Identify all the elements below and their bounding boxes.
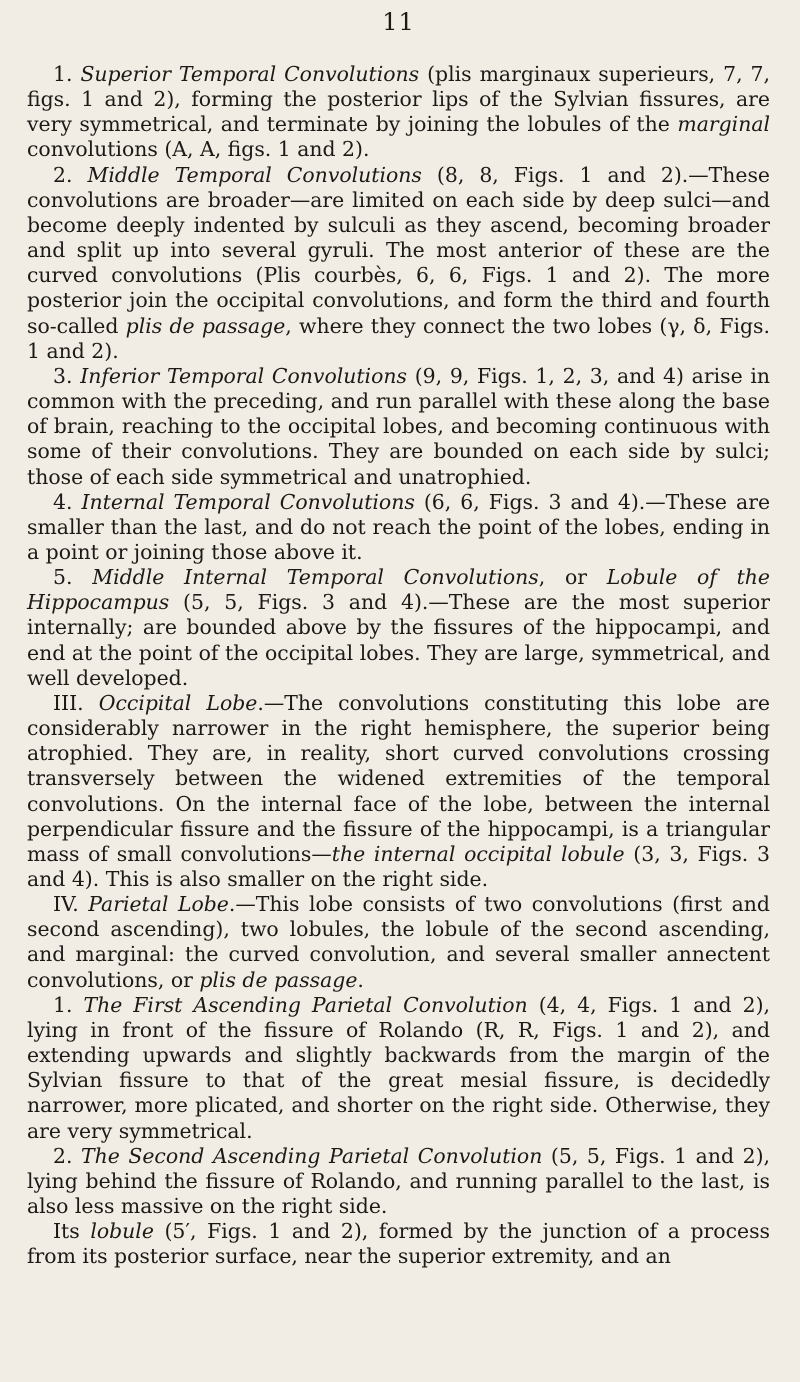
body-text	[27, 62, 770, 1270]
text-run: 2.	[53, 1143, 82, 1168]
text-run: (6, 6, Figs. 3 and 4).—These are smaller than the last, and do not reach the point of the lobes, ending in a point or joining those above it.	[27, 489, 771, 564]
italic-text: the internal occipital lobule	[331, 841, 625, 866]
text-run: 3.	[53, 363, 81, 388]
paragraph	[27, 1144, 770, 1219]
text-run: (3, 3, Figs. 3 and 4). This is also smaller on the right side.	[27, 841, 771, 891]
italic-text: plis de passage	[125, 313, 286, 338]
italic-text: Parietal Lobe	[88, 892, 229, 917]
paragraph	[27, 62, 770, 163]
paragraph	[27, 1219, 770, 1269]
italic-text: Inferior Temporal Convolutions	[80, 363, 407, 388]
paragraph	[27, 993, 770, 1144]
paragraph	[27, 691, 770, 892]
text-run: 1.	[53, 62, 81, 86]
text-run: , or	[538, 565, 607, 590]
italic-text: The First Ascending Parietal Convolution	[83, 992, 528, 1017]
italic-text: Middle Internal Temporal Convolutions	[92, 565, 539, 590]
italic-text: Middle Temporal Convolutions	[87, 162, 422, 187]
text-run: , where they connect the two lobes (γ, δ, Figs. 1 and 2).	[27, 313, 770, 363]
text-run: (8, 8, Figs. 1 and 2).—These convolutions are broader—are limited on each side by deep sulci—and become deeply indented by sulculi as they ascend, becoming broader and split up into several gyruli. The most anterior of these are the curved convolutions (Plis courbès, 6, 6, Figs. 1 and 2). The more posterior join the occipital convolutions, and form the third and fourth so-called	[27, 162, 770, 338]
text-run: III.	[53, 690, 99, 715]
text-run: convolutions (A, A, figs. 1 and 2).	[27, 137, 370, 162]
text-run: (plis marginaux superieurs, 7, 7, figs. 1 and 2), forming the posterior lips of the Sylvian fissures, are very symmetrical, and terminate by joining the lobules of the	[27, 62, 771, 137]
text-run: 2.	[53, 162, 88, 187]
text-run: (5′, Figs. 1 and 2), formed by the junction of a process from its posterior surface, near the superior extremity, and an	[27, 1219, 770, 1269]
text-run: (5, 5, Figs. 3 and 4).—These are the most superior internally; are bounded above by the fissures of the hippocampi, and end at the point of the occipital lobes. They are large, symmetrical, and well developed.	[27, 590, 770, 690]
text-run: IV.	[53, 892, 89, 917]
paragraph	[27, 565, 770, 691]
text-run: 4.	[53, 489, 82, 514]
text-run: .—This lobe consists of two convolutions (first and second ascending), two lobules, the lobule of the second ascending, and marginal: the curved convolution, and several smaller annectent convolutions, or	[27, 892, 770, 992]
italic-text: plis de passage	[199, 967, 358, 992]
paragraph	[27, 364, 770, 490]
italic-text: Superior Temporal Convolutions	[80, 62, 420, 86]
text-run: 5.	[53, 565, 93, 590]
text-run: .	[357, 967, 364, 992]
text-run: 1.	[53, 992, 84, 1017]
italic-text: Lobule of the Hippocampus	[27, 565, 770, 615]
text-run: (4, 4, Figs. 1 and 2), lying in front of the fissure of Rolando (R, R, Figs. 1 and 2), and extending upwards and slightly backwards from the margin of the Sylvian fissure to that of the great mesial fissure, is decidedly narrower, more plicated, and shorter on the right side. Otherwise, they are very symmetrical.	[27, 992, 771, 1143]
paragraph	[27, 163, 770, 364]
page-number: 11	[382, 8, 415, 36]
italic-text: Internal Temporal Convolutions	[81, 489, 415, 514]
italic-text: marginal	[677, 112, 770, 137]
text-run: (9, 9, Figs. 1, 2, 3, and 4) arise in common with the preceding, and run parallel with these along the base of brain, reaching to the occipital lobes, and becoming continuous with some of their convolutions. They are bounded on each side by sulci; those of each side symmetrical and unatrophied.	[27, 363, 771, 489]
text-run: (5, 5, Figs. 1 and 2), lying behind the fissure of Rolando, and running parallel to the last, is also less massive on the right side.	[27, 1143, 771, 1219]
paragraph	[27, 892, 770, 993]
italic-text: lobule	[90, 1219, 154, 1244]
text-run: Its	[53, 1219, 91, 1244]
text-run: .—The convolutions constituting this lobe are considerably narrower in the right hemisphere, the superior being atrophied. They are, in reality, short curved convolutions crossing transversely between the widened extremities of the temporal convolutions. On the internal face of the lobe, between the internal perpendicular fissure and the fissure of the hippocampi, is a triangular mass of small convolutions—	[27, 690, 770, 866]
italic-text: The Second Ascending Parietal Convolution	[81, 1143, 543, 1168]
italic-text: Occipital Lobe	[98, 690, 258, 715]
paragraph	[27, 490, 770, 565]
